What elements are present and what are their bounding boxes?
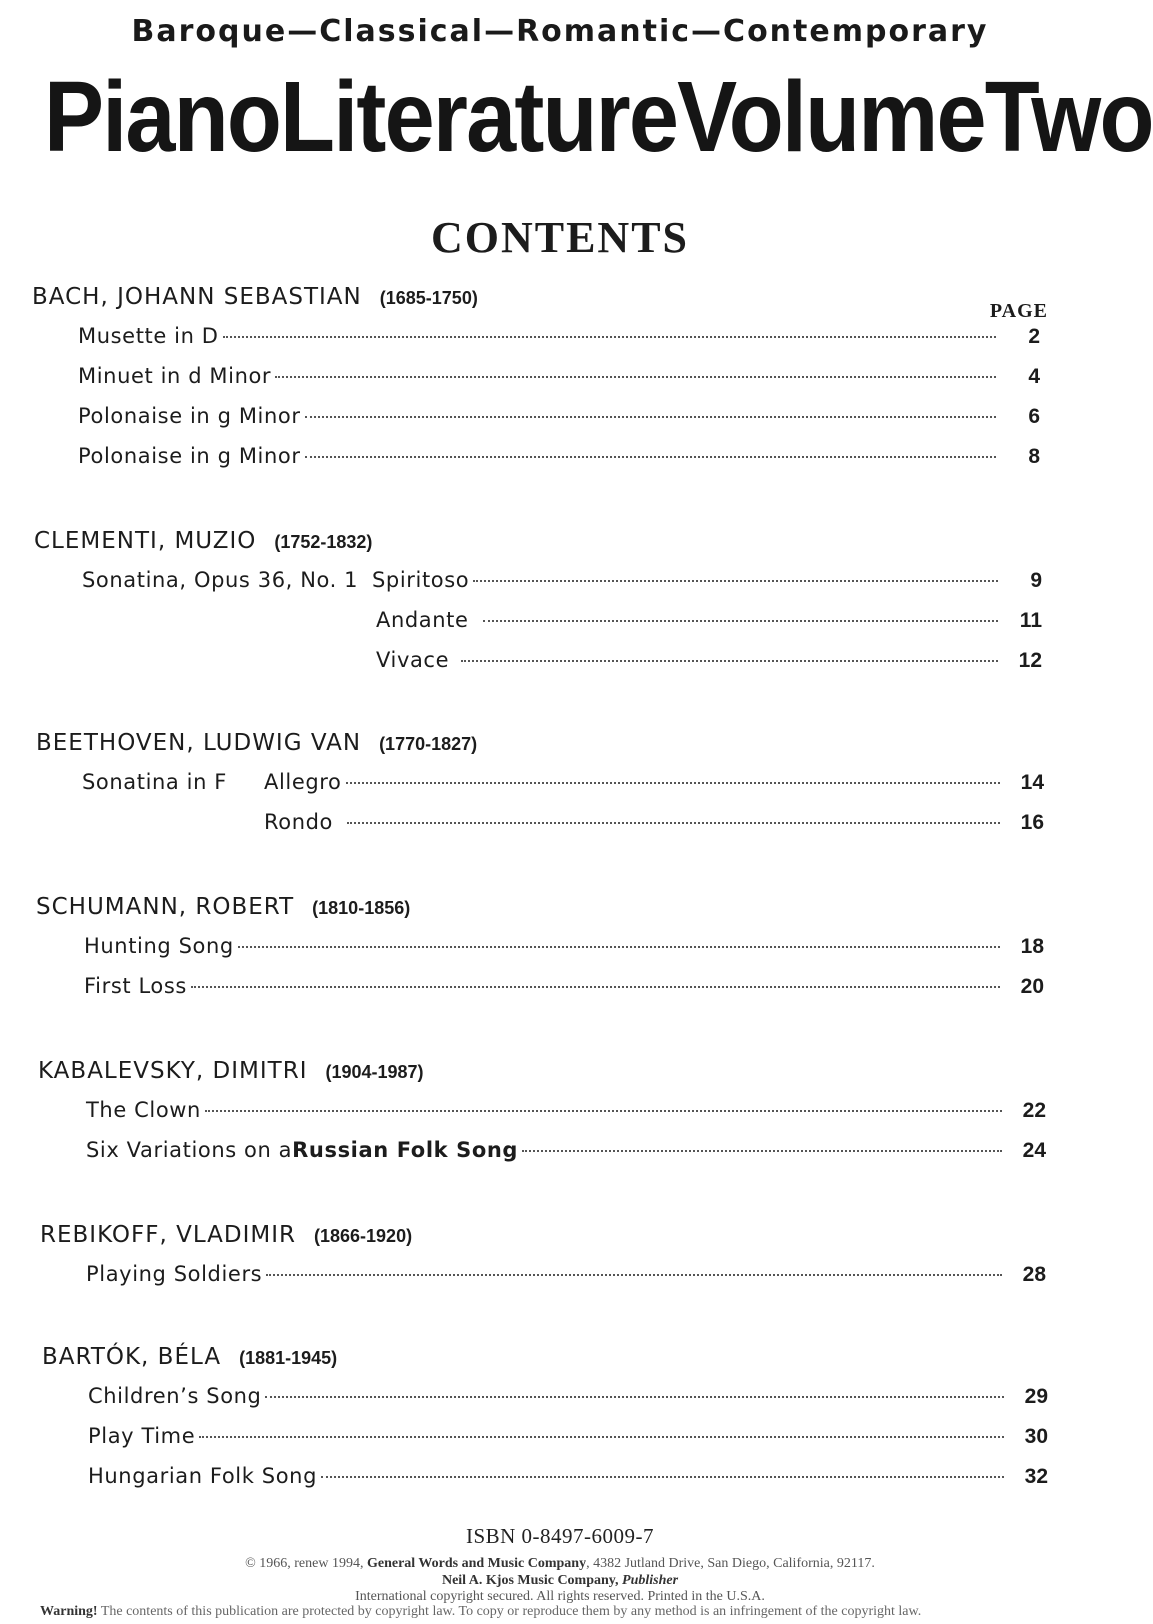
- page-number: 28: [1022, 1263, 1046, 1286]
- page-number: 14: [1020, 771, 1044, 794]
- contents-heading: CONTENTS: [430, 213, 690, 262]
- piece-title-emphasis: Russian Folk Song: [292, 1138, 519, 1162]
- toc-entry[interactable]: [88, 1424, 1048, 1449]
- page-number: 9: [1030, 569, 1042, 592]
- composer-name: BEETHOVEN, LUDWIG VAN: [36, 730, 362, 756]
- composer-dates: (1866-1920): [314, 1226, 413, 1246]
- toc-entry[interactable]: [86, 1138, 1046, 1163]
- toc-entry[interactable]: [78, 444, 1040, 469]
- page-number: 11: [1019, 609, 1042, 632]
- dot-leader: [275, 376, 996, 378]
- title-word: Two: [984, 61, 1153, 173]
- piece-title: Polonaise in g Minor: [78, 404, 301, 428]
- piece-title: Musette in D: [78, 324, 219, 348]
- dot-leader: [461, 660, 998, 662]
- composer-heading: [34, 528, 372, 554]
- page-number: 6: [1028, 405, 1040, 428]
- page-number: 2: [1028, 325, 1040, 348]
- composer-dates: (1810-1856): [312, 898, 411, 918]
- warning-label: Warning!: [40, 1604, 98, 1619]
- composer-heading: [36, 730, 477, 756]
- copyright-warning: Warning! The contents of this publication are protected by copyright law. To copy or reproduce them by any method is an infringement of the copyright law.: [40, 1604, 922, 1619]
- page-number: 16: [1020, 811, 1044, 834]
- composer-dates: (1752-1832): [274, 532, 373, 552]
- toc-entry[interactable]: [86, 1098, 1046, 1123]
- book-title: [44, 61, 1153, 173]
- copyright-company: General Words and Music Company: [366, 1556, 587, 1571]
- title-word: Piano: [44, 61, 281, 173]
- title-word: Literature: [280, 61, 678, 173]
- page-number: 20: [1020, 975, 1044, 998]
- composer-heading: [38, 1058, 424, 1084]
- toc-entry[interactable]: [84, 974, 1044, 999]
- page-number: 12: [1018, 649, 1042, 672]
- piece-title: Play Time: [88, 1424, 196, 1448]
- toc-entry[interactable]: [84, 934, 1044, 959]
- piece-title: Hungarian Folk Song: [88, 1464, 317, 1488]
- dot-leader: [266, 1274, 1002, 1276]
- dot-leader: [305, 456, 996, 458]
- page-number: 24: [1022, 1139, 1046, 1162]
- isbn: ISBN 0-8497-6009-7: [465, 1524, 655, 1548]
- toc-entry[interactable]: [78, 364, 1040, 389]
- composer-name: BARTÓK, BÉLA: [42, 1344, 222, 1370]
- publisher-role: Publisher: [622, 1573, 679, 1588]
- page-number: 32: [1024, 1465, 1048, 1488]
- composer-heading: [40, 1222, 412, 1248]
- toc-entry[interactable]: [78, 404, 1040, 429]
- dot-leader: [238, 946, 1000, 948]
- composer-name: SCHUMANN, ROBERT: [36, 894, 295, 920]
- page-number: 29: [1024, 1385, 1048, 1408]
- page-number: 4: [1028, 365, 1040, 388]
- composer-dates: (1904-1987): [325, 1062, 424, 1082]
- piece-title: Children’s Song: [88, 1384, 262, 1408]
- composer-name: KABALEVSKY, DIMITRI: [38, 1058, 308, 1084]
- composer-heading: [32, 284, 478, 310]
- piece-title: Andante: [376, 608, 469, 632]
- piece-title: Minuet in d Minor: [78, 364, 272, 388]
- piece-title: Allegro: [264, 770, 342, 794]
- dot-leader: [265, 1396, 1004, 1398]
- series-subtitle: Baroque—Classical—Romantic—Contemporary: [131, 14, 989, 49]
- toc-entry[interactable]: [376, 648, 1042, 673]
- piece-title: Hunting Song: [84, 934, 234, 958]
- composer-heading: [42, 1344, 337, 1370]
- work-title: Sonatina in F: [82, 770, 227, 794]
- composer-dates: (1685-1750): [379, 288, 478, 308]
- dot-leader: [321, 1476, 1004, 1478]
- toc-entry[interactable]: [78, 324, 1040, 349]
- dot-leader: [199, 1436, 1004, 1438]
- dot-leader: [347, 822, 1000, 824]
- title-word: Volume: [677, 61, 985, 173]
- dot-leader: [205, 1110, 1002, 1112]
- dot-leader: [346, 782, 1000, 784]
- page-number: 22: [1022, 1099, 1046, 1122]
- page-number: 30: [1024, 1425, 1048, 1448]
- toc-entry[interactable]: [264, 810, 1044, 835]
- page-column-label: PAGE: [989, 300, 1048, 322]
- toc-entry[interactable]: [88, 1464, 1048, 1489]
- composer-name: BACH, JOHANN SEBASTIAN: [32, 284, 362, 310]
- piece-title: Playing Soldiers: [86, 1262, 263, 1286]
- work-title: Sonatina, Opus 36, No. 1: [82, 568, 359, 592]
- composer-name: CLEMENTI, MUZIO: [34, 528, 257, 554]
- page-number: 8: [1028, 445, 1040, 468]
- toc-entry[interactable]: [372, 568, 1042, 593]
- piece-title: First Loss: [84, 974, 187, 998]
- composer-heading: [36, 894, 410, 920]
- publisher-line: [0, 1573, 1120, 1589]
- toc-entry[interactable]: [264, 770, 1044, 795]
- piece-title: The Clown: [86, 1098, 201, 1122]
- composer-dates: (1881-1945): [239, 1348, 338, 1368]
- toc-entry[interactable]: [376, 608, 1042, 633]
- publisher-name: Neil A. Kjos Music Company,: [441, 1573, 623, 1588]
- composer-name: REBIKOFF, VLADIMIR: [40, 1222, 296, 1248]
- toc-entry[interactable]: [86, 1262, 1046, 1287]
- dot-leader: [223, 336, 996, 338]
- composer-dates: (1770-1827): [379, 734, 478, 754]
- page-number: 18: [1020, 935, 1044, 958]
- rights-line: International copyright secured. All rights reserved. Printed in the U.S.A.: [355, 1589, 765, 1604]
- copyright-line: © 1966, renew 1994, General Words and Music Company, 4382 Jutland Drive, San Diego, California, 92117.: [245, 1556, 875, 1571]
- piece-title: Polonaise in g Minor: [78, 444, 301, 468]
- dot-leader: [305, 416, 996, 418]
- piece-title: Six Variations on a: [86, 1138, 293, 1162]
- piece-title: Spiritoso: [372, 568, 470, 592]
- piece-title: Vivace: [376, 648, 450, 672]
- dot-leader: [191, 986, 1000, 988]
- dot-leader: [473, 580, 998, 582]
- dot-leader: [483, 620, 998, 622]
- toc-entry[interactable]: [88, 1384, 1048, 1409]
- piece-title: Rondo: [264, 810, 333, 834]
- dot-leader: [522, 1150, 1002, 1152]
